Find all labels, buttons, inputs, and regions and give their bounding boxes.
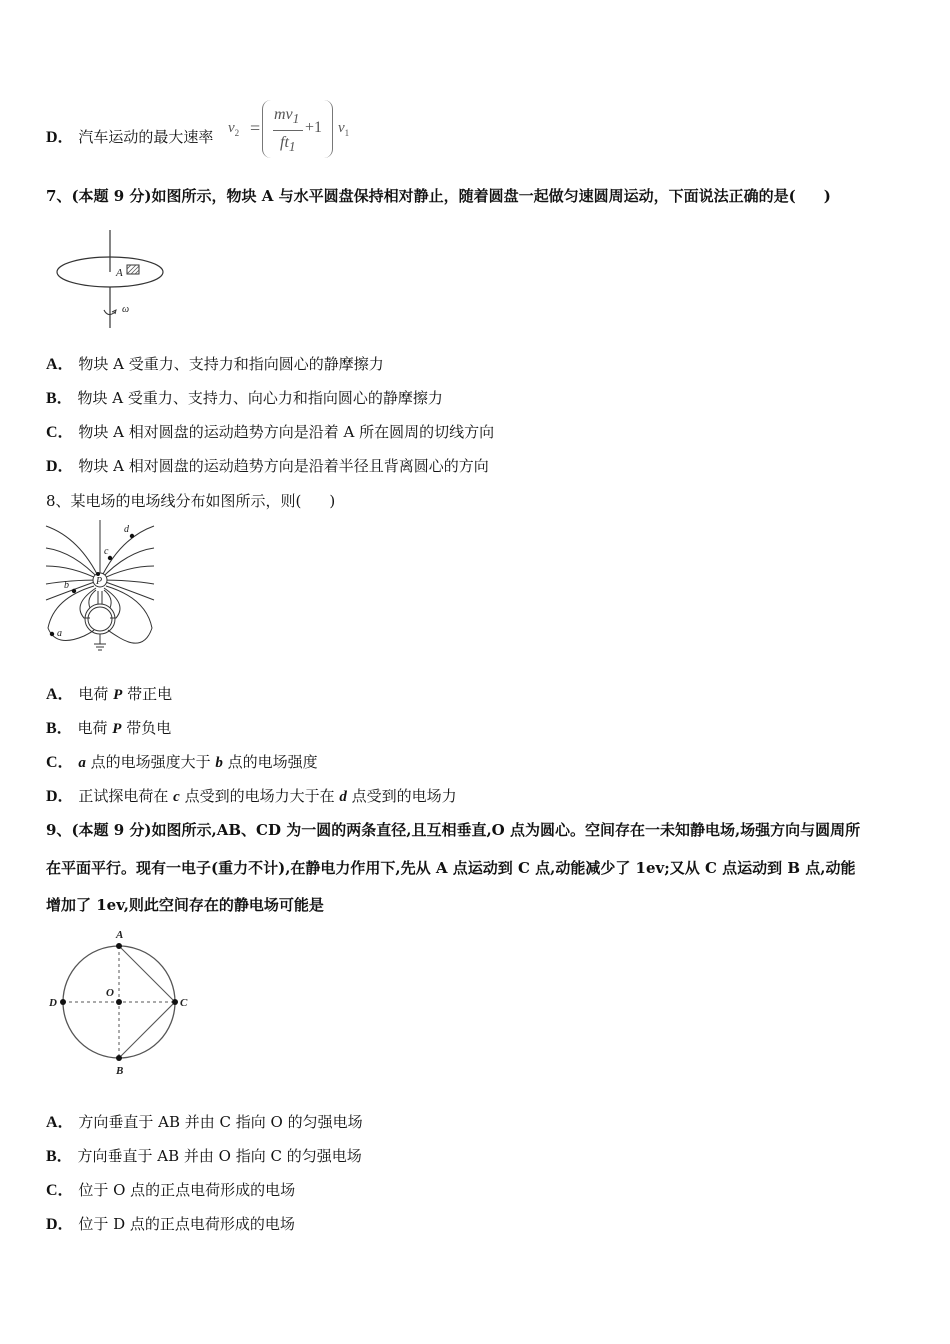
q9-option-c[interactable]: C． 位于 O 点的正点电荷形成的电场 [46, 1181, 296, 1199]
point-c-label: C [180, 997, 188, 1009]
option-letter: D． [46, 129, 74, 146]
block-label-a: A [116, 267, 123, 279]
formula-denominator: $ft_1$ [280, 134, 296, 155]
electric-field-lines-figure [44, 518, 156, 654]
left-paren [262, 100, 271, 158]
point-a-label: A [116, 929, 124, 941]
fraction-bar [273, 130, 303, 131]
q9-stem-line-1: 9、(本题 9 分)如图所示,AB、CD 为一圆的两条直径,且互相垂直,O 点为圆心。空间存在一未知静电场,场强方向与圆周所 [46, 821, 861, 839]
formula-rhs: $v_1$ [338, 120, 350, 138]
q7-option-a[interactable]: A． 物块 A 受重力、支持力和指向圆心的静摩擦力 [46, 355, 384, 373]
formula-lhs: $v_2$ [228, 120, 240, 138]
question-number: 8、 [46, 492, 71, 510]
point-d-label: d [124, 524, 129, 535]
q7-option-b[interactable]: B． 物块 A 受重力、支持力、向心力和指向圆心的静摩擦力 [46, 389, 443, 407]
answer-paren-close: ) [823, 187, 831, 205]
question-number: 7、 [46, 187, 72, 205]
q8-stem [46, 491, 335, 511]
circle-diameters-figure [44, 924, 194, 1080]
point-d-label: D [49, 997, 57, 1009]
q7-option-d[interactable]: D． 物块 A 相对圆盘的运动趋势方向是沿着半径且背离圆心的方向 [46, 457, 489, 475]
point-c-label: c [104, 546, 109, 557]
q9-option-b[interactable]: B． 方向垂直于 AB 并由 O 指向 C 的匀强电场 [46, 1147, 362, 1165]
formula-equals: = [250, 118, 261, 138]
center-o-label: O [106, 987, 114, 999]
formula-plus-one: +1 [305, 119, 323, 136]
question-text: 某电场的电场线分布如图所示，则( [70, 492, 302, 510]
q8-option-d[interactable]: D． 正试探电荷在 c 点受到的电场力大于在 d 点受到的电场力 [46, 787, 457, 805]
point-b-label: b [64, 580, 69, 591]
q8-option-a[interactable]: A． 电荷 P 带正电 [46, 685, 173, 703]
point-b-label: B [116, 1065, 124, 1077]
q9-stem-line-3: 增加了 1ev,则此空间存在的静电场可能是 [46, 896, 324, 914]
answer-paren-close: ) [329, 492, 336, 510]
q6-option-d [46, 127, 213, 148]
q7-stem [46, 186, 831, 206]
question-text: (本题 9 分)如图所示，物块 A 与水平圆盘保持相对静止，随着圆盘一起做匀速圆周运动，下面说法正确的是( [71, 187, 796, 205]
charge-p-label: P [96, 576, 103, 587]
q8-option-b[interactable]: B． 电荷 P 带负电 [46, 719, 172, 737]
q9-stem-line-2: 在平面平行。现有一电子(重力不计),在静电力作用下,先从 A 点运动到 C 点,动能减少了 1ev;又从 C 点运动到 B 点,动能 [46, 859, 856, 877]
point-a-label: a [57, 628, 62, 639]
q9-option-a[interactable]: A． 方向垂直于 AB 并由 C 指向 O 的匀强电场 [46, 1113, 363, 1131]
right-paren [324, 100, 333, 158]
option-text: 汽车运动的最大速率 [78, 128, 214, 146]
omega-label: ω [122, 304, 130, 315]
question-number: 9、 [46, 821, 72, 839]
rotating-disk-figure [50, 228, 170, 332]
q9-option-d[interactable]: D． 位于 D 点的正点电荷形成的电场 [46, 1215, 295, 1233]
formula-numerator: $mv_1$ [274, 106, 300, 127]
q8-option-c[interactable]: C． a 点的电场强度大于 b 点的电场强度 [46, 753, 318, 771]
q7-option-c[interactable]: C． 物块 A 相对圆盘的运动趋势方向是沿着 A 所在圆周的切线方向 [46, 423, 495, 441]
